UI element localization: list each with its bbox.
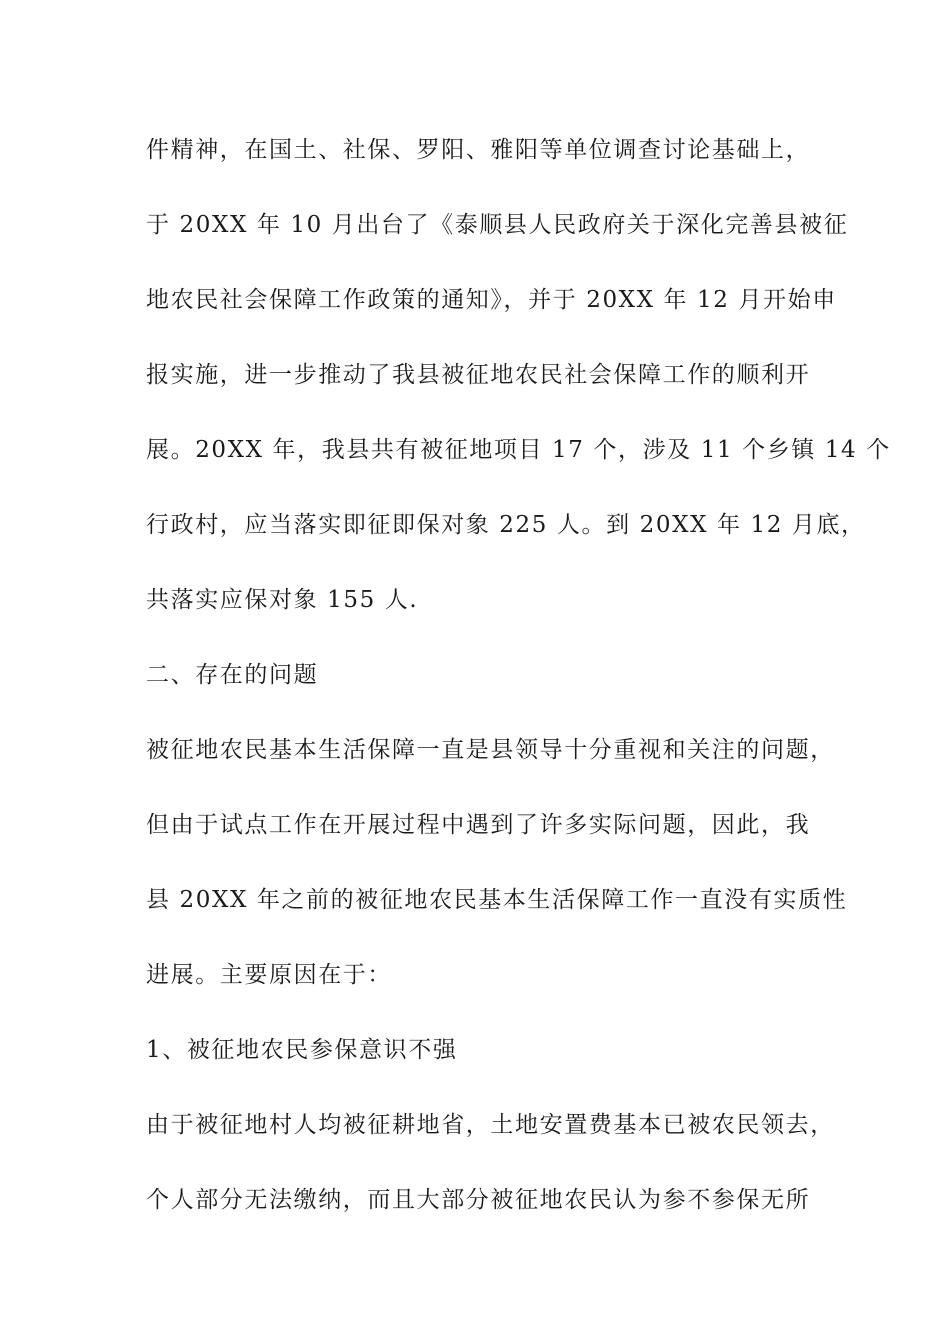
text-line: 被征地农民基本生活保障一直是县领导十分重视和关注的问题， xyxy=(146,737,835,763)
text-line: 行政村，应当落实即征即保对象 225 人。到 20XX 年 12 月底， xyxy=(146,512,866,538)
text-line: 于 20XX 年 10 月出台了《泰顺县人民政府关于深化完善县被征 xyxy=(146,212,849,238)
text-line: 报实施，进一步推动了我县被征地农民社会保障工作的顺利开 xyxy=(146,362,811,388)
text-line: 地农民社会保障工作政策的通知》，并于 20XX 年 12 月开始申 xyxy=(146,287,837,313)
text-line: 县 20XX 年之前的被征地农民基本生活保障工作一直没有实质性 xyxy=(146,887,848,913)
text-line: 件精神，在国土、社保、罗阳、雅阳等单位调查讨论基础上， xyxy=(146,137,811,163)
text-line: 共落实应保对象 155 人. xyxy=(146,587,419,613)
section-heading: 二、存在的问题 xyxy=(146,662,319,688)
text-line: 由于被征地村人均被征耕地省，土地安置费基本已被农民领去， xyxy=(146,1112,835,1138)
text-line: 展。20XX 年，我县共有被征地项目 17 个，涉及 11 个乡镇 14 个 xyxy=(146,437,891,463)
text-line: 但由于试点工作在开展过程中遇到了许多实际问题，因此，我 xyxy=(146,812,811,838)
subsection-heading: 1、被征地农民参保意识不强 xyxy=(146,1037,458,1063)
text-line: 个人部分无法缴纳，而且大部分被征地农民认为参不参保无所 xyxy=(146,1187,811,1213)
text-line: 进展。主要原因在于： xyxy=(146,962,392,988)
